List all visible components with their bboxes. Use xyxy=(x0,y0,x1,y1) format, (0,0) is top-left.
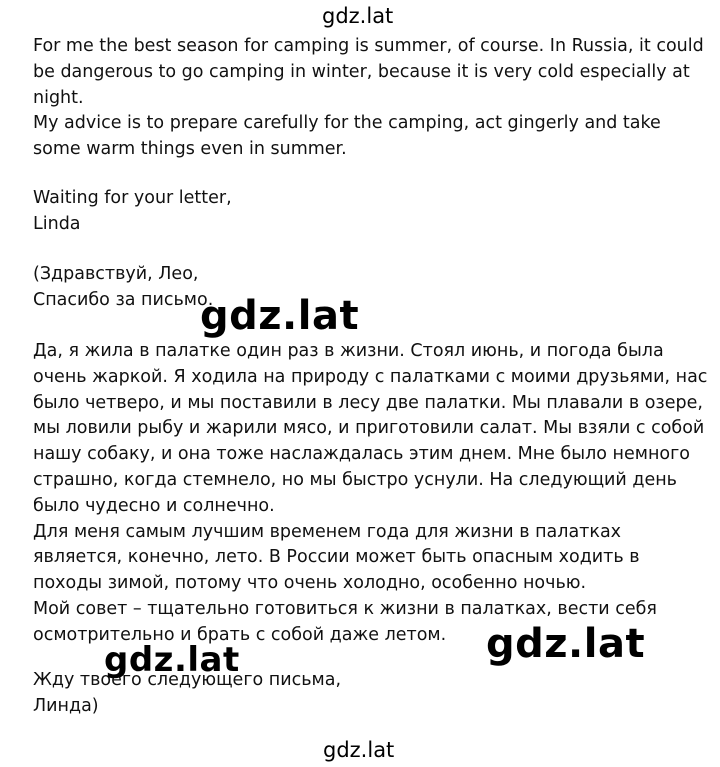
russian-para1-line: Да, я жила в палатке один раз в жизни. Стоял июнь, и погода была xyxy=(33,341,664,361)
russian-para1-line: нашу собаку, и она тоже наслаждалась этим днем. Мне было немного xyxy=(33,444,691,465)
english-signature: Linda xyxy=(33,213,81,234)
russian-para1-line: было чудесно и солнечно. xyxy=(33,495,275,516)
english-closing: Waiting for your letter, xyxy=(33,188,232,208)
english-letter xyxy=(33,34,704,163)
english-signoff xyxy=(33,186,663,238)
watermark-middle: gdz.lat xyxy=(200,293,360,339)
english-para1-line: For me the best season for camping is summer, of course. In Russia, it could xyxy=(33,36,704,56)
russian-greeting: (Здравствуй, Лео, xyxy=(33,264,199,284)
russian-para3-line: осмотрительно и брать с собой даже летом. xyxy=(33,624,447,645)
russian-para2-line: является, конечно, лето. В России может быть опасным ходить в xyxy=(33,547,640,568)
russian-signature: Линда) xyxy=(33,695,99,716)
english-para1-line: be dangerous to go camping in winter, because it is very cold especially at xyxy=(33,61,690,82)
watermark-left-lower: gdz.lat xyxy=(104,640,240,680)
english-para2-line: My advice is to prepare carefully for the camping, act gingerly and take xyxy=(33,113,661,134)
russian-para2-line: походы зимой, потому что очень холодно, особенно ночью. xyxy=(33,573,587,594)
english-para2-line: some warm things even in summer. xyxy=(33,139,347,160)
russian-para1-line: было четверо, и мы поставили в лесу две палатки. Мы плавали в озере, xyxy=(33,392,703,413)
russian-thanks: Спасибо за письмо. xyxy=(33,289,214,310)
watermark-top: gdz.lat xyxy=(322,4,394,28)
russian-para1-line: очень жаркой. Я ходила на природу с палатками с моими друзьями, нас xyxy=(33,366,708,387)
russian-para1-line: страшно, когда стемнело, но мы быстро уснули. На следующий день xyxy=(33,469,677,490)
english-para1-line: night. xyxy=(33,87,84,108)
russian-letter xyxy=(33,339,708,649)
watermark-right-lower: gdz.lat xyxy=(486,621,646,667)
watermark-bottom: gdz.lat xyxy=(323,738,395,762)
russian-closing: Жду твоего следующего письма, xyxy=(33,670,342,690)
russian-para1-line: мы ловили рыбу и жарили мясо, и приготовили салат. Мы взяли с собой xyxy=(33,418,705,439)
russian-para2-line: Для меня самым лучшим временем года для жизни в палатках xyxy=(33,521,622,542)
russian-para3-line: Мой совет – тщательно готовиться к жизни в палатках, вести себя xyxy=(33,598,657,619)
